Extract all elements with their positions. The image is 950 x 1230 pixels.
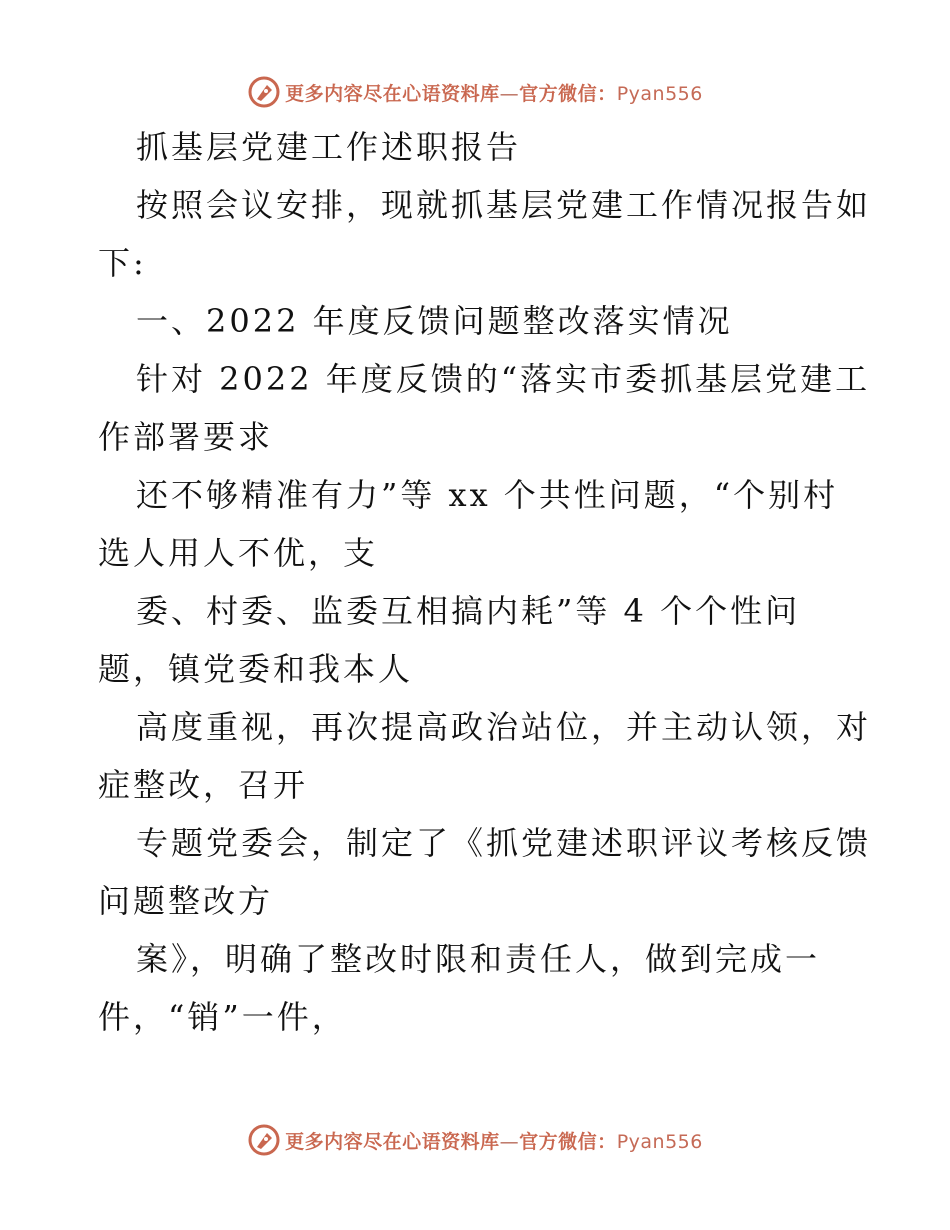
- paragraph-line: 题，镇党委和我本人: [98, 650, 414, 688]
- paragraph-line: 作部署要求: [98, 418, 274, 456]
- paragraph-line: 委、村委、监委互相搞内耗”等 4 个个性问: [136, 592, 801, 630]
- watermark-id: Pyan556: [616, 1130, 703, 1153]
- pen-nib-icon: [247, 75, 281, 109]
- paragraph-line: 专题党委会，制定了《抓党建述职评议考核反馈: [136, 824, 872, 862]
- watermark-site: 更多内容尽在心语资料库: [285, 82, 500, 105]
- paragraph-line: 按照会议安排，现就抓基层党建工作情况报告如: [136, 186, 872, 224]
- paragraph-line: 案》，明确了整改时限和责任人，做到完成一: [136, 940, 821, 978]
- document-body: [98, 118, 872, 1046]
- paragraph-line: 下:: [98, 244, 147, 282]
- paragraph-line: 件，“销”一件，: [98, 998, 347, 1036]
- watermark-separator: —: [499, 1130, 520, 1153]
- watermark-text: [285, 79, 703, 106]
- watermark-header: [0, 72, 950, 112]
- watermark-footer: [0, 1120, 950, 1160]
- paragraph-line: 问题整改方: [98, 882, 274, 920]
- paragraph-line: 高度重视，再次提高政治站位，并主动认领，对: [136, 708, 872, 746]
- watermark-label: 官方微信：: [519, 82, 617, 105]
- watermark-site: 更多内容尽在心语资料库: [285, 1130, 500, 1153]
- watermark-id: Pyan556: [616, 82, 703, 105]
- section-heading: 一、2022 年度反馈问题整改落实情况: [136, 302, 733, 340]
- paragraph-line: 选人用人不优，支: [98, 534, 379, 572]
- watermark-label: 官方微信：: [519, 1130, 617, 1153]
- paragraph-line: 还不够精准有力”等 xx 个共性问题，“个别村: [136, 476, 839, 514]
- watermark-separator: —: [499, 82, 520, 105]
- watermark-text: [285, 1127, 703, 1154]
- paragraph-line: 症整改，召开: [98, 766, 309, 804]
- pen-nib-icon: [247, 1123, 281, 1157]
- document-title: 抓基层党建工作述职报告: [136, 128, 522, 166]
- paragraph-line: 针对 2022 年度反馈的“落实市委抓基层党建工: [136, 360, 871, 398]
